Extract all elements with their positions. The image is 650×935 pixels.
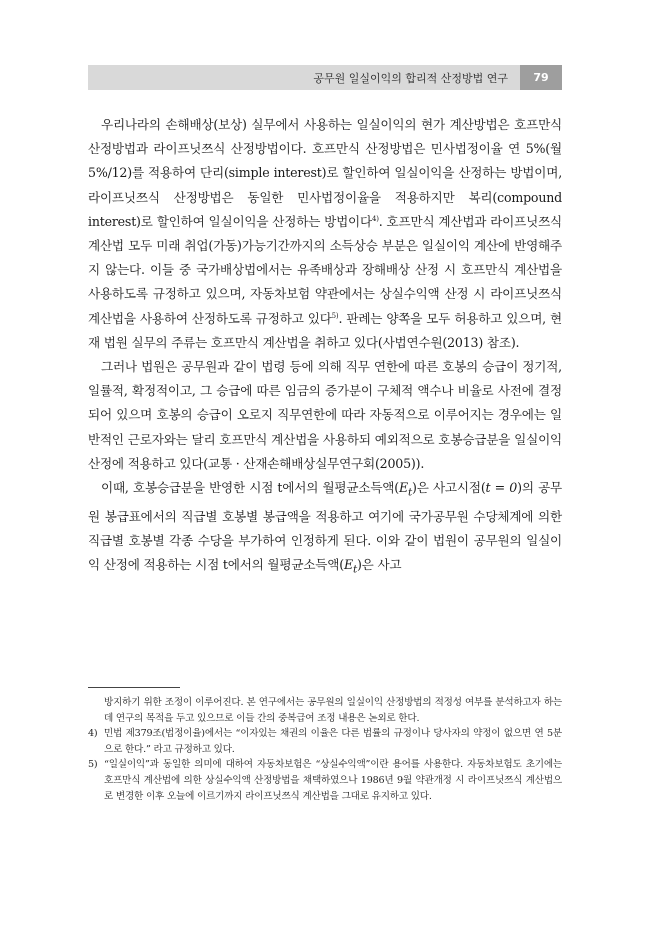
- math-e-t-2: $E_t$: [343, 557, 357, 576]
- paragraph-3-text-d: )은 사고: [356, 557, 402, 573]
- paragraph-3-text-b: )은 사고시점(: [412, 480, 486, 496]
- math-e-t-1: $E_t$: [398, 480, 413, 499]
- paragraph-3: [88, 476, 562, 582]
- footnote-ref-4: 4): [372, 214, 379, 223]
- footnote-continuation: [88, 695, 562, 726]
- math-t-zero: t = 0: [485, 480, 518, 496]
- paragraph-1-text-c: . 판례는 양쪽을 모두 허용하고 있으며, 현재 법원 실무의 주류는 호프만식 계산법을 취하고 있다(사법연수원(2013) 참조).: [88, 310, 563, 350]
- paragraph-3-text-a: 이때, 호봉승급분을 반영한 시점 t에서의 월평균소득액(: [101, 480, 399, 496]
- paragraph-3-text-c: )의 공무원 봉급표에서의 직급별 호봉별 봉급액을 적용하고 여기에 국가공무원 수당체계에 의한 직급별 호봉별 각종 수당을 부가하여 인정하게 된다. 이와 같이 법원이 공무원의 일실이익 산정에 적용하는 시점 t에서의 월평균소득액(: [88, 480, 563, 573]
- footnote-mark: [88, 695, 104, 726]
- footnote-text: 민법 제379조(법정이율)에서는 “이자있는 채권의 이율은 다른 법률의 규정이나 당사자의 약정이 없으면 연 5분으로 한다.” 라고 규정하고 있다.: [104, 728, 562, 755]
- running-header: [88, 65, 562, 90]
- footnotes: [88, 695, 562, 804]
- running-header-title: 공무원 일실이익의 합리적 산정방법 연구: [88, 65, 520, 90]
- footnote-4: [88, 726, 562, 757]
- footnote-mark: 5): [88, 759, 98, 771]
- page-number: 79: [520, 65, 562, 90]
- paragraph-1-text-a: 우리나라의 손해배상(보상) 실무에서 사용하는 일실이익의 현가 계산방법은 호프만식 산정방법과 라이프닛쯔식 산정방법이다. 호프만식 산정방법은 민사법정이율 연 5%(월5%/12)를 적용하여 단리(simple interest)로 할인하여 일실이익을 산정하는 방법이며, 라이프닛쯔식 산정방법은 동일한 민사법정이율을 적용하지만 복리(compound interest)로 할인하여 일실이익을 산정하는 방법이다: [88, 117, 562, 229]
- footnote-text: “일실이익”과 동일한 의미에 대하여 자동차보험은 “상실수익액”이란 용어를 사용한다. 자동차보험도 초기에는 호프만식 계산법에 의한 상실수익액 산정방법을 채택하였으나 1986년 9월 약관개정 시 라이프닛쯔식 계산법으로 변경한 이후 오늘에 이르기까지 라이프닛쯔식 계산법을 그대로 유지하고 있다.: [104, 759, 562, 802]
- paragraph-2: 그러나 법원은 공무원과 같이 법령 등에 의해 직무 연한에 따른 호봉의 승급이 정기적, 일률적, 확정적이고, 그 승급에 따른 임금의 증가분이 구체적 액수나 비율로 사전에 결정되어 있으며 호봉의 승급이 오로지 직무연한에 따라 자동적으로 이루어지는 경우에는 일반적인 근로자와는 달리 호프만식 계산법을 사용하되 예외적으로 호봉승급분을 일실이익 산정에 적용하고 있다(교통 · 산재손해배상실무연구회(2005)).: [88, 359, 562, 471]
- footnote-ref-5: 5): [331, 311, 339, 320]
- footnote-text: 방지하기 위한 조정이 이루어진다. 본 연구에서는 공무원의 일실이익 산정방법의 적정성 여부를 분석하고자 하는데 연구의 목적을 두고 있으므로 이들 간의 중복급여 조정 내용은 논외로 한다.: [104, 697, 562, 724]
- footnote-mark: 4): [88, 728, 98, 740]
- paragraph-1: [88, 113, 562, 355]
- paragraph-1-text-b: . 호프만식 계산법과 라이프닛쯔식 계산법 모두 미래 취업(가동)가능기간까지의 소득상승 부분은 일실이익 계산에 반영해주지 않는다. 이들 중 국가배상법에서는 유족배상과 장해배상 산정 시 호프만식 계산법을 사용하도록 규정하고 있으며, 자동차보험 약관에서는 상실수익액 산정 시 라이프닛쯔식 계산법을 사용하여 산정하도록 규정하고 있다: [88, 213, 563, 326]
- footnote-divider: [88, 687, 180, 688]
- footnote-5: [88, 757, 562, 804]
- body-text: [88, 113, 562, 582]
